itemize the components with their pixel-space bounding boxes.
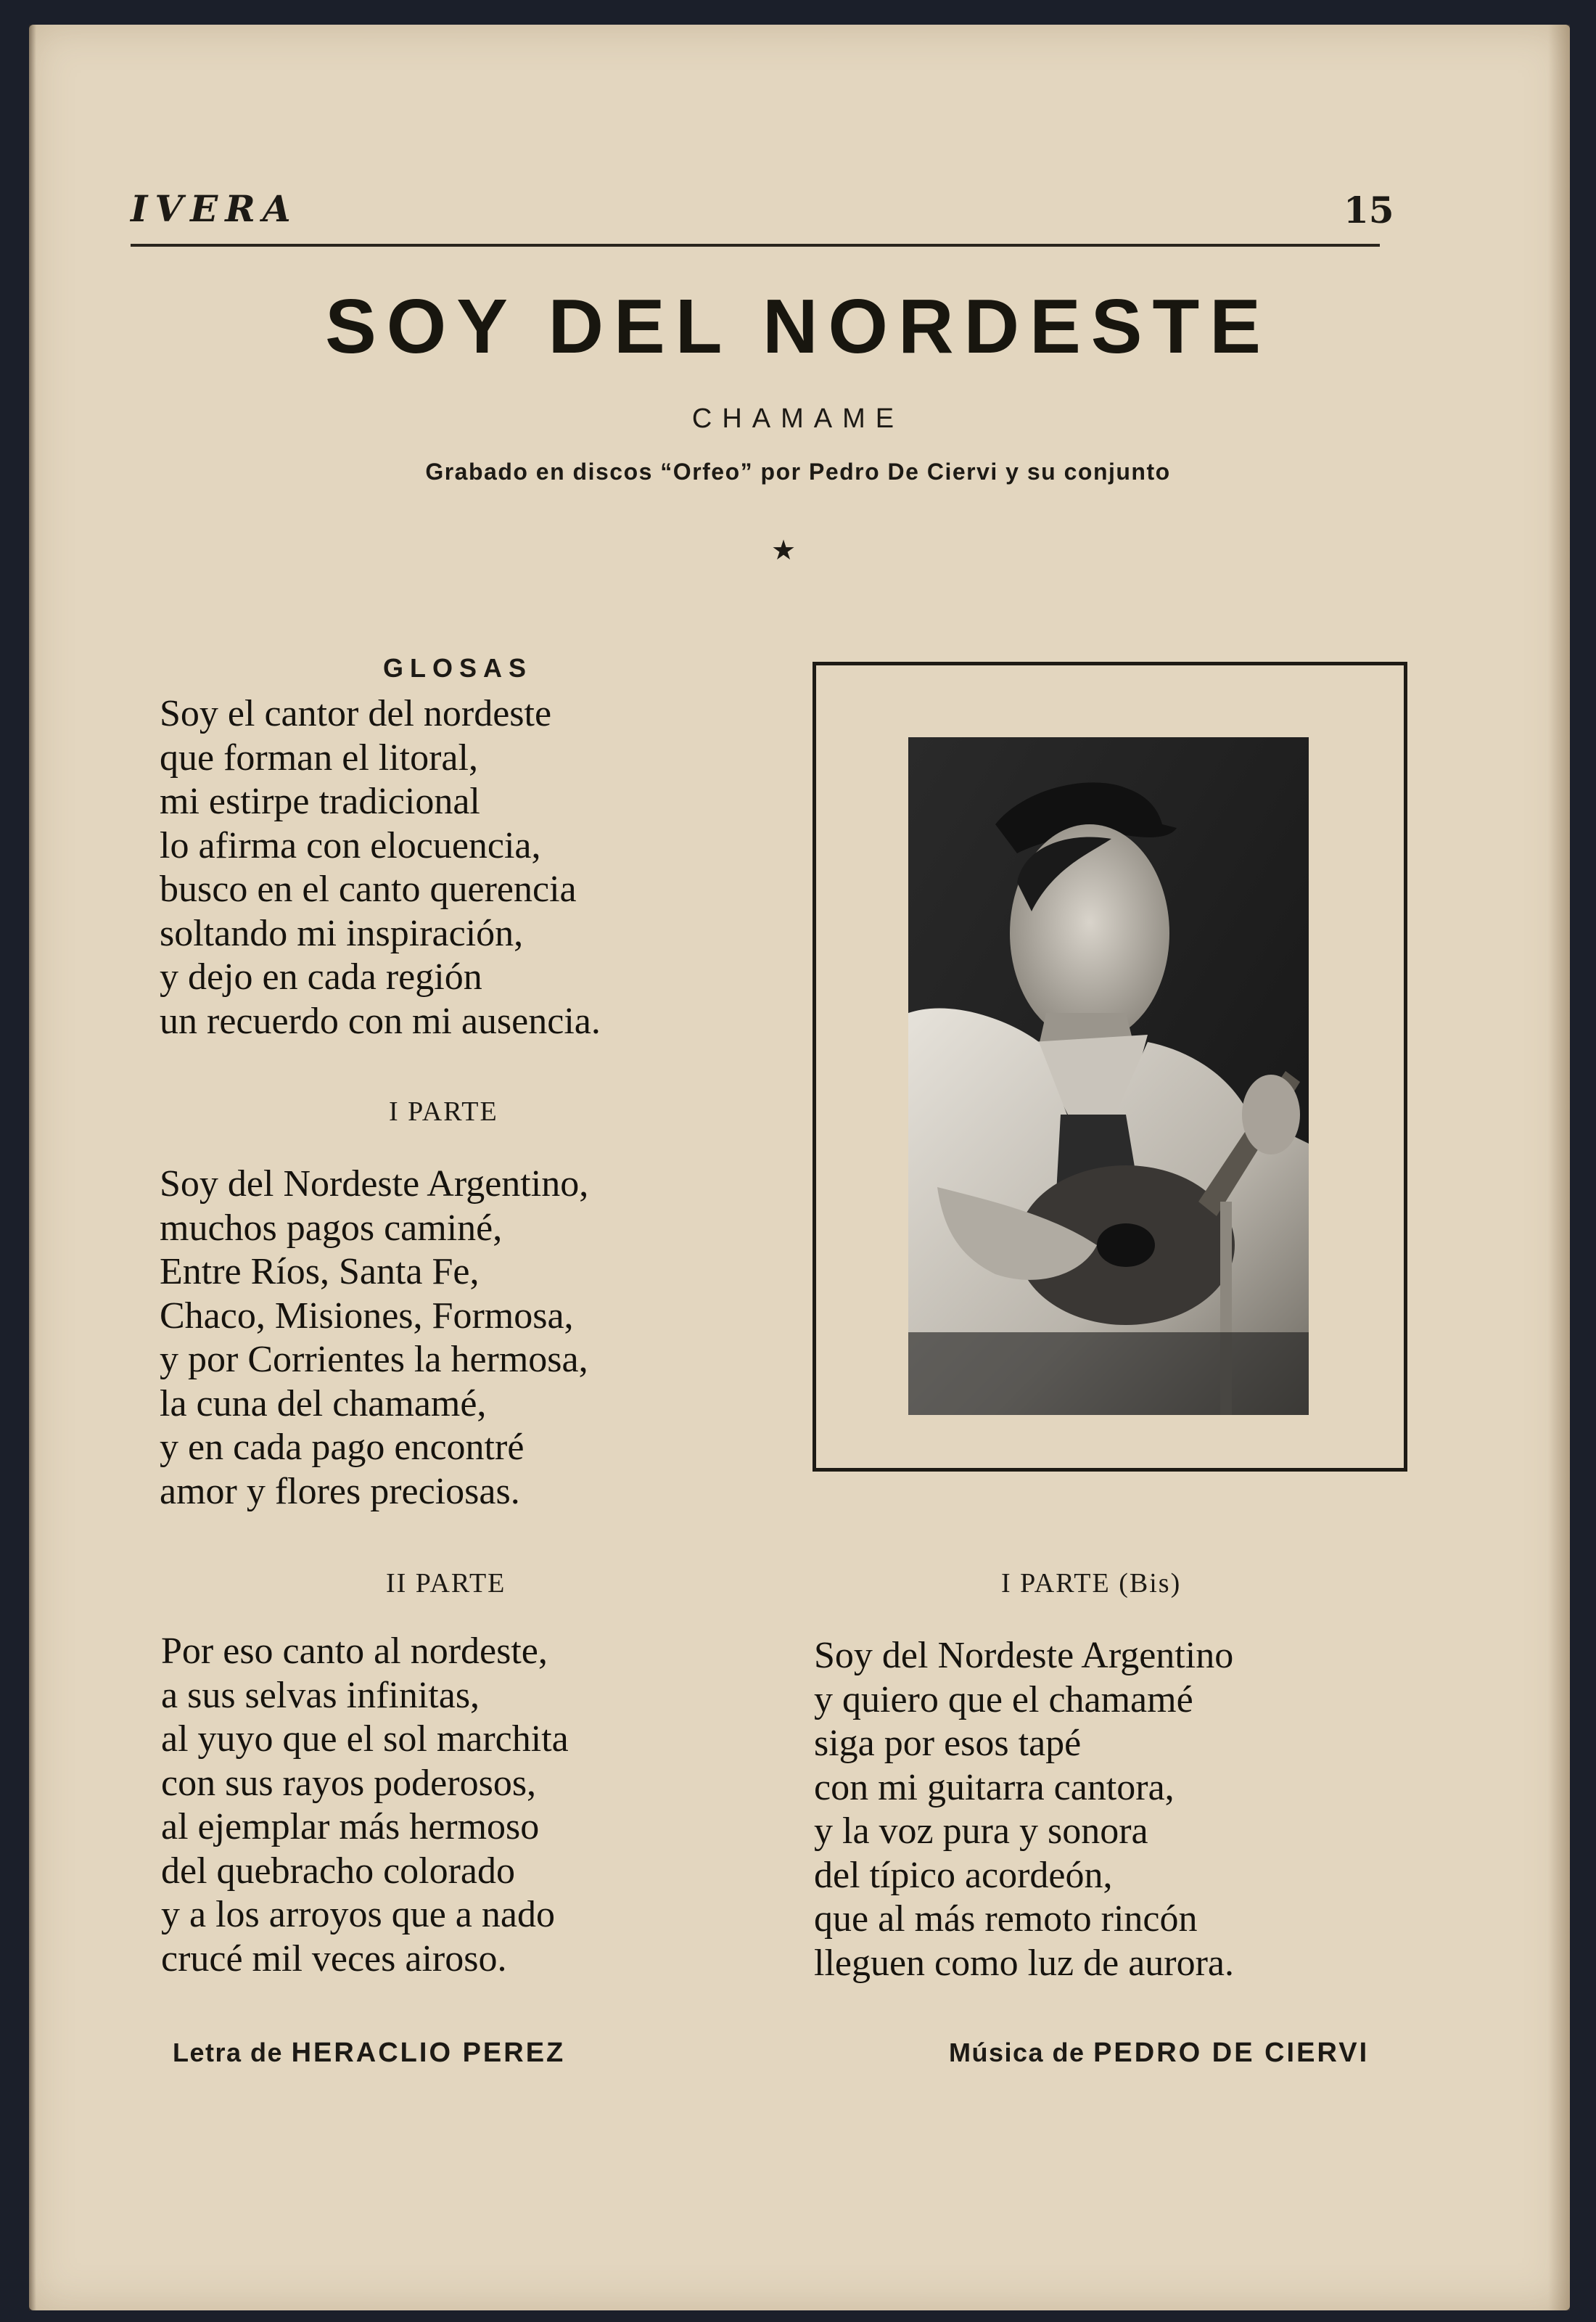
glosas-stanza [160,692,601,1043]
verse-line: y en cada pago encontré [160,1427,525,1468]
verse-line: siga por esos tapé [814,1723,1082,1764]
glosas-heading: GLOSAS [383,653,533,683]
verse-line: Por eso canto al nordeste, [161,1630,548,1672]
verse-line: crucé mil veces airoso. [161,1937,507,1980]
verse-line: que al más remoto rincón [814,1898,1198,1940]
verse-line: y a los arroyos que a nado [161,1894,555,1935]
verse-line: y quiero que el chamamé [814,1678,1193,1720]
verse-line: Soy del Nordeste Argentino, [160,1163,589,1205]
header-rule [131,244,1380,247]
music-credit [949,2038,1369,2069]
verse-line: la cuna del chamamé, [160,1382,487,1424]
verse-line: Entre Ríos, Santa Fe, [160,1251,480,1292]
guitarist-portrait-image [908,737,1309,1415]
parte-1-bis-heading: I PARTE (Bis) [1001,1568,1182,1599]
parte-1-stanza [160,1162,588,1514]
verse-line: muchos pagos caminé, [160,1207,503,1249]
verse-line: del quebracho colorado [161,1850,516,1892]
star-ornament-icon: ★ [770,534,797,566]
lyrics-prefix: Letra de [173,2038,284,2067]
song-genre: CHAMAME [691,403,905,434]
verse-line: Soy del Nordeste Argentino [814,1635,1234,1676]
parte-1-bis-stanza [814,1634,1234,1985]
verse-line: un recuerdo con mi ausencia. [160,1000,601,1042]
song-title: SOY DEL NORDESTE [325,284,1271,369]
verse-line: lo afirma con elocuencia, [160,824,541,866]
music-prefix: Música de [949,2038,1085,2067]
music-author: PEDRO DE CIERVI [1093,2038,1370,2068]
verse-line: a sus selvas infinitas, [161,1674,480,1716]
verse-line: mi estirpe tradicional [160,781,480,822]
verse-line: y la voz pura y sonora [814,1810,1148,1852]
verse-line: busco en el canto querencia [160,869,577,910]
lyrics-credit [173,2038,565,2069]
parte-2-heading: II PARTE [386,1568,506,1599]
parte-1-heading: I PARTE [389,1096,498,1127]
running-head: IVERA [131,187,298,230]
verse-line: lleguen como luz de aurora. [814,1942,1234,1984]
verse-line: al yuyo que el sol marchita [161,1718,569,1760]
page-number: 15 [1344,189,1394,231]
verse-line: al ejemplar más hermoso [161,1806,540,1847]
musician-photo [908,737,1309,1415]
parte-2-stanza [161,1630,569,1981]
lyrics-author: HERACLIO PEREZ [291,2038,566,2068]
verse-line: que forman el litoral, [160,737,478,779]
verse-line: con sus rayos poderosos, [161,1762,537,1804]
verse-line: Chaco, Misiones, Formosa, [160,1295,574,1337]
verse-line: amor y flores preciosas. [160,1470,520,1512]
verse-line: y por Corrientes la hermosa, [160,1339,588,1380]
verse-line: con mi guitarra cantora, [814,1766,1175,1808]
verse-line: y dejo en cada región [160,956,482,998]
verse-line: Soy el cantor del nordeste [160,693,552,734]
recording-credit: Grabado en discos “Orfeo” por Pedro De Ciervi y su conjunto [425,459,1171,485]
verse-line: del típico acordeón, [814,1854,1113,1896]
verse-line: soltando mi inspiración, [160,912,524,954]
